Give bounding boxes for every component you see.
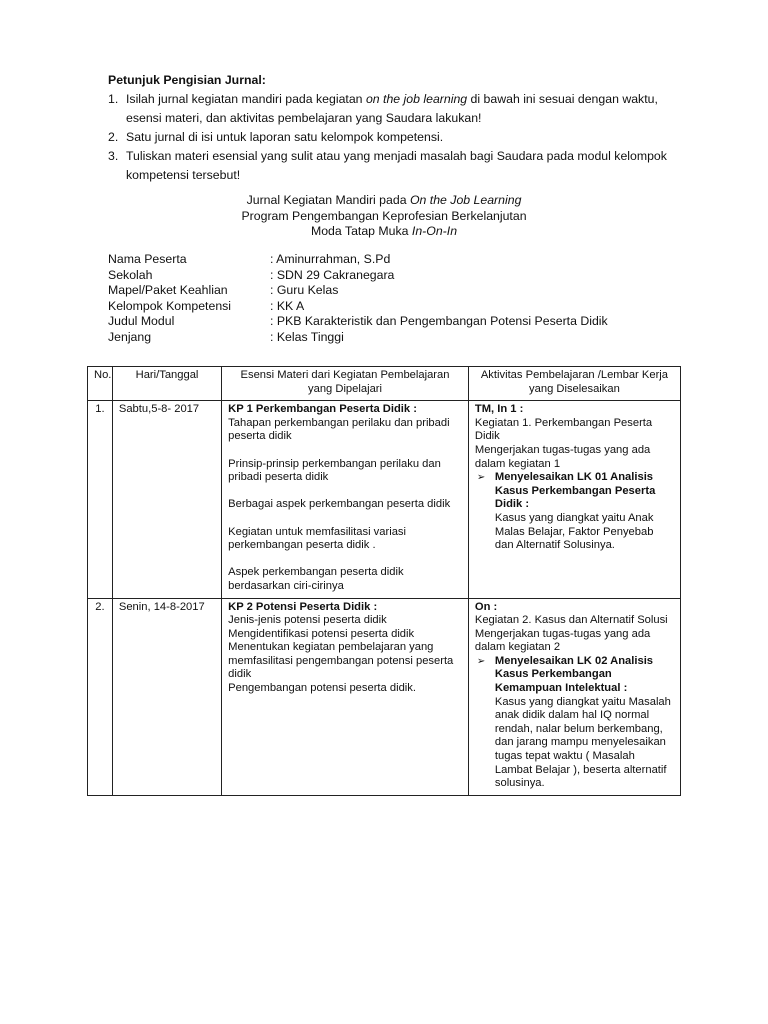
header-no: No. [88,367,113,401]
aktivitas-bullet-text: Menyelesaikan LK 02 Analisis Kasus Perkembangan Kemampuan Intelektual : [494,654,654,695]
cell-aktivitas [468,598,680,795]
esensi-item: Pengembangan potensi peserta didik. [228,682,416,695]
aktivitas-bullet-text: Menyelesaikan LK 01 Analisis Kasus Perkembangan Peserta Didik : [494,471,656,511]
arrow-bullet-icon: ➢ [476,655,486,667]
instruction-italic: on the job learning [365,92,468,106]
heading-line-1-text: Jurnal Kegiatan Mandiri pada [246,193,410,207]
identity-label: Sekolah [108,267,153,282]
instructions-title: Petunjuk Pengisian Jurnal: [108,73,266,87]
esensi-item: Menentukan kegiatan pembelajaran yang memfasilitasi pengembangan potensi peserta didik [228,641,454,681]
cell-no: 1. [88,401,113,598]
identity-row-module [108,314,668,330]
identity-label: Mapel/Paket Keahlian [108,283,228,297]
esensi-item: Mengidentifikasi potensi peserta didik [228,627,415,640]
participant-identity [108,252,668,345]
instruction-number: 1. [108,92,119,106]
arrow-bullet-icon: ➢ [476,472,486,484]
identity-label: Judul Modul [108,314,175,328]
header-date: Hari/Tanggal [112,367,221,401]
aktivitas-line: Kegiatan 2. Kasus dan Alternatif Solusi [474,614,668,627]
instruction-text: Tuliskan materi esensial yang sulit atau yang menjadi masalah bagi Saudara pada modul kelompok kompetensi tersebut! [126,149,667,182]
instruction-number: 3. [108,149,119,163]
cell-esensi [222,401,469,598]
identity-value: : Guru Kelas [270,283,339,297]
esensi-item: Prinsip-prinsip perkembangan perilaku dan pribadi peserta didik [228,457,441,484]
esensi-item: Berbagai aspek perkembangan peserta didik [228,498,451,511]
identity-value: : PKB Karakteristik dan Pengembangan Potensi Peserta Didik [270,314,608,328]
cell-date: Sabtu,5-8- 2017 [112,401,221,598]
aktivitas-detail: Kasus yang diangkat yaitu Masalah anak didik dalam hal IQ normal rendah, nalar belum berkembang, dan jarang mampu menyelesaikan tugas tepat waktu ( Masalah Lambat Belajar ), beserta alternatif solusinya. [494,695,671,790]
identity-label: Kelompok Kompetensi [108,298,232,313]
aktivitas-title: TM, In 1 : [474,403,524,416]
identity-value: : Aminurrahman, S.Pd [270,252,391,266]
identity-row-name [108,252,668,268]
table-row [88,401,681,598]
cell-date: Senin, 14-8-2017 [112,598,221,795]
heading-line-3-italic: In-On-In [411,224,458,238]
esensi-title: KP 2 Potensi Peserta Didik : [228,600,378,613]
heading-line-2: Program Pengembangan Keprofesian Berkelanjutan [241,208,527,223]
esensi-item: Jenis-jenis potensi peserta didik [228,614,387,627]
aktivitas-detail: Kasus yang diangkat yaitu Anak Malas Belajar, Faktor Penyebab dan Alternatif Solusinya. [494,511,654,552]
instruction-text-cont: di bawah ini sesuai dengan waktu, esensi materi, dan aktivitas pembelajaran yang Saudara lakukan! [126,92,658,125]
instruction-number: 2. [108,130,119,144]
instruction-text: Isilah jurnal kegiatan mandiri pada kegiatan [126,92,366,106]
identity-row-school [108,268,668,284]
journal-heading [108,193,660,240]
aktivitas-bullet [475,655,674,696]
identity-row-subject [108,283,668,299]
instruction-item [108,128,678,147]
journal-table [87,366,681,796]
heading-line-3 [108,224,660,240]
header-aktivitas: Aktivitas Pembelajaran /Lembar Kerja yang Diselesaikan [468,367,680,401]
heading-line-1 [108,193,660,209]
instructions-list [108,90,678,185]
esensi-item: Kegiatan untuk memfasilitasi variasi perkembangan peserta didik . [228,525,406,552]
cell-esensi [222,598,469,795]
aktivitas-line: Mengerjakan tugas-tugas yang ada dalam kegiatan 2 [474,627,651,654]
identity-value: : SDN 29 Cakranegara [270,267,395,282]
identity-label: Nama Peserta [108,252,187,266]
cell-aktivitas [468,401,680,598]
heading-line-1-italic: On the Job Learning [409,193,522,207]
cell-no: 2. [88,598,113,795]
esensi-title: KP 1 Perkembangan Peserta Didik : [228,403,417,416]
table-row [88,598,681,795]
esensi-item: Aspek perkembangan peserta didik berdasarkan ciri-cirinya [228,566,404,592]
identity-value: : KK A [270,298,305,313]
aktivitas-bullet [475,471,674,512]
aktivitas-line: Kegiatan 1. Perkembangan Peserta Didik [474,416,653,443]
instruction-item [108,90,678,128]
heading-line-3-text: Moda Tatap Muka [310,224,412,238]
esensi-item: Tahapan perkembangan perilaku dan pribadi peserta didik [228,416,450,443]
instructions-section [108,71,678,185]
identity-row-competency [108,299,668,315]
identity-label: Jenjang [108,329,152,344]
aktivitas-line: Mengerjakan tugas-tugas yang ada dalam kegiatan 1 [474,443,651,470]
identity-row-level [108,330,668,346]
instruction-item [108,147,678,185]
identity-value: : Kelas Tinggi [270,329,344,344]
header-esensi: Esensi Materi dari Kegiatan Pembelajaran yang Dipelajari [222,367,469,401]
aktivitas-title: On : [474,600,498,613]
instruction-text: Satu jurnal di isi untuk laporan satu kelompok kompetensi. [126,130,444,144]
table-header-row [88,367,681,401]
